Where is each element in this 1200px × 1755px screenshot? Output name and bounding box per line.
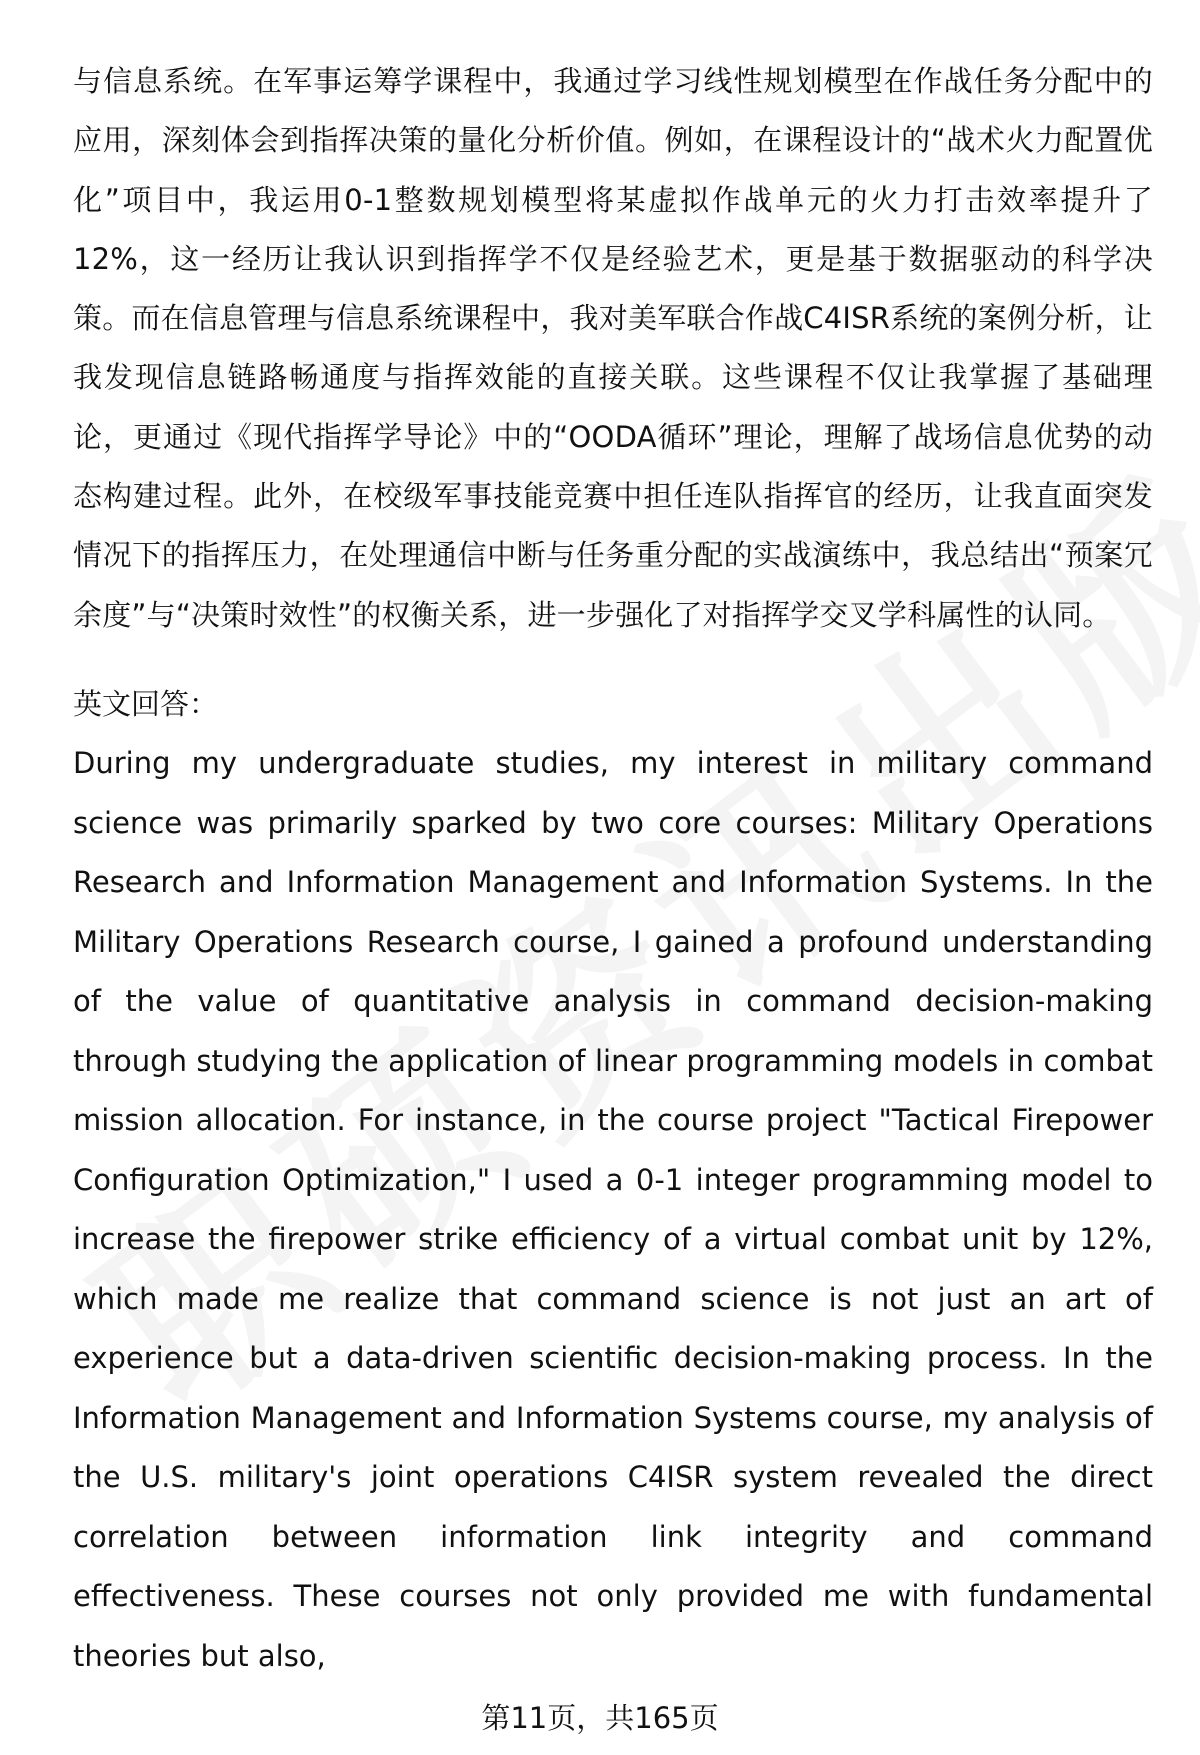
english-answer-label: 英文回答：: [73, 686, 219, 721]
english-answer-paragraph: During my undergraduate studies, my interest in military command science was primarily sparked by two core courses: Military Operations Research and Information Management and Information Systems. In the Military Operations Research course, I gained a profound understanding of the value of quantitative analysis in command decision-making through studying the application of linear programming models in combat mission allocation. For instance, in the course project "Tactical Firepower Configuration Optimization," I used a 0-1 integer programming model to increase the firepower strike efficiency of a virtual combat unit by 12%, which made me realize that command science is not just an art of experience but a data-driven scientific decision-making process. In the Information Management and Information Systems course, my analysis of the U.S. military's joint operations C4ISR system revealed the direct correlation between information link integrity and command effectiveness. These courses not only provided me with fundamental theories but also,: [73, 746, 1153, 1673]
chinese-answer-paragraph: 与信息系统。在军事运筹学课程中，我通过学习线性规划模型在作战任务分配中的应用，深刻体会到指挥决策的量化分析价值。例如，在课程设计的“战术火力配置优化”项目中，我运用0-1整数规划模型将某虚拟作战单元的火力打击效率提升了12%，这一经历让我认识到指挥学不仅是经验艺术，更是基于数据驱动的科学决策。而在信息管理与信息系统课程中，我对美军联合作战C4ISR系统的案例分析，让我发现信息链路畅通度与指挥效能的直接关联。这些课程不仅让我掌握了基础理论，更通过《现代指挥学导论》中的“OODA循环”理论，理解了战场信息优势的动态构建过程。此外，在校级军事技能竞赛中担任连队指挥官的经历，让我直面突发情况下的指挥压力，在处理通信中断与任务重分配的实战演练中，我总结出“预案冗余度”与“决策时效性”的权衡关系，进一步强化了对指挥学交叉学科属性的认同。: [73, 64, 1153, 632]
page-number: 第11页，共165页: [481, 1701, 719, 1735]
document-body: [73, 52, 1153, 1686]
